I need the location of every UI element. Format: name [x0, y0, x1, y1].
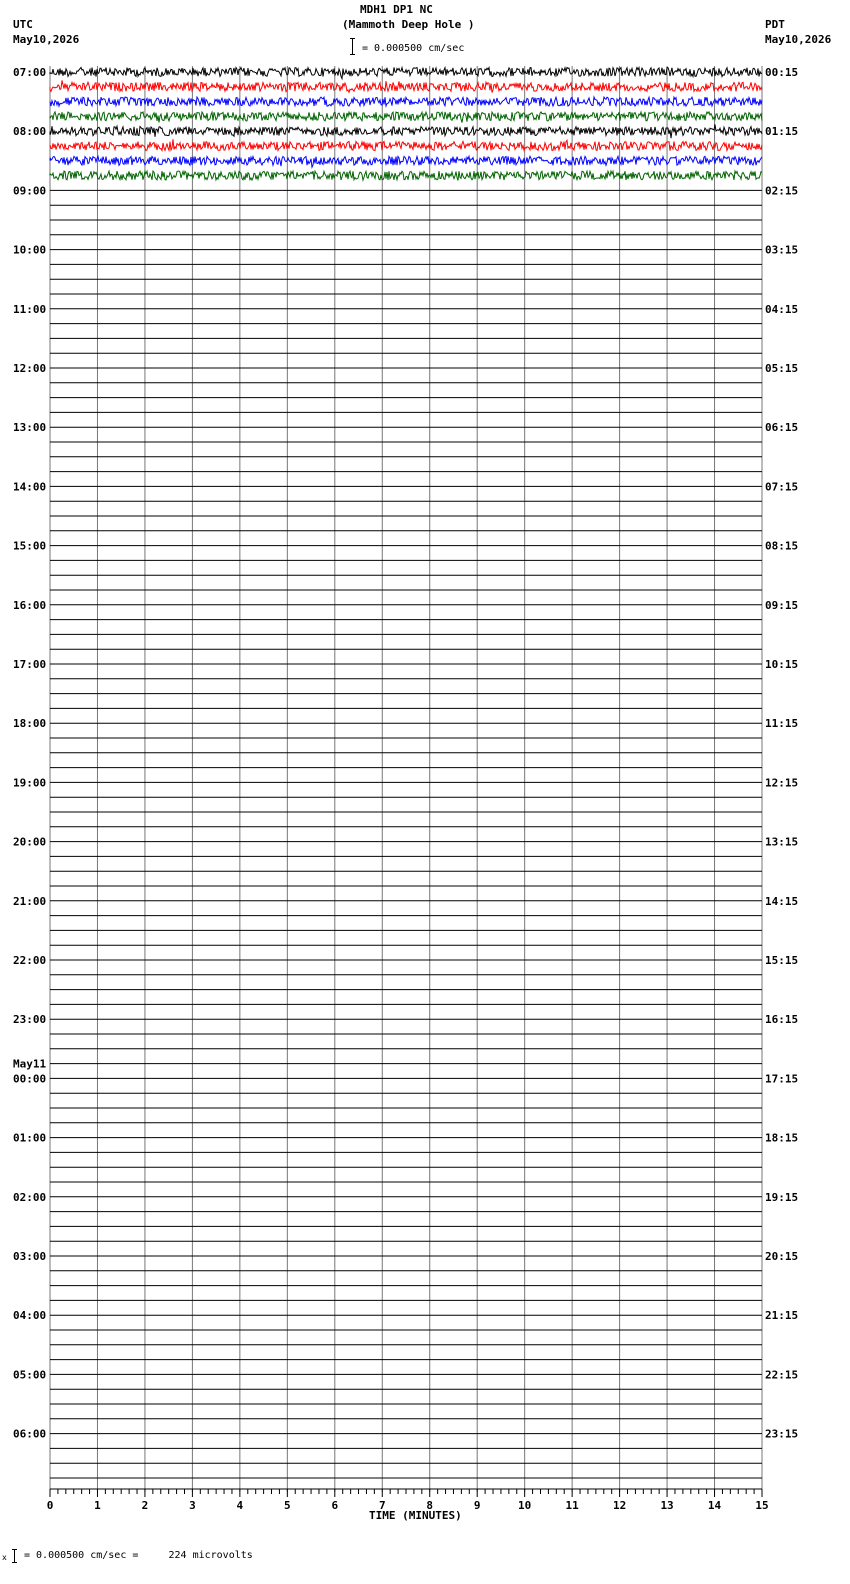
seismic-trace — [50, 80, 762, 92]
station-title: MDH1 DP1 NC — [360, 3, 433, 16]
seismic-trace — [50, 139, 762, 151]
seismic-trace — [50, 97, 762, 106]
utc-hour-label: 15:00 — [13, 539, 47, 553]
x-tick-label: 7 — [378, 1499, 386, 1512]
footer-scale-note: = 0.000500 cm/sec = 224 microvolts — [24, 1550, 253, 1561]
scale-label: = 0.000500 cm/sec — [362, 43, 465, 54]
pdt-hour-label: 05:15 — [765, 362, 799, 375]
x-tick-label: 4 — [236, 1499, 244, 1512]
seismic-trace — [50, 171, 762, 180]
pdt-hour-label: 20:15 — [765, 1250, 799, 1263]
footer-scale-icon — [0, 1548, 20, 1564]
pdt-hour-label: 17:15 — [765, 1072, 799, 1086]
x-tick-label: 15 — [755, 1499, 769, 1512]
utc-hour-label: 18:00 — [13, 717, 47, 731]
x-tick-label: 10 — [518, 1499, 532, 1512]
utc-hour-label: 17:00 — [13, 658, 47, 671]
pdt-hour-label: 09:15 — [765, 598, 799, 612]
utc-hour-label: 11:00 — [13, 302, 47, 316]
x-tick-label: 5 — [284, 1499, 291, 1512]
x-tick-label: 14 — [707, 1499, 722, 1512]
seismic-trace — [50, 67, 762, 78]
pdt-hour-label: 10:15 — [765, 658, 799, 671]
pdt-hour-label: 12:15 — [765, 776, 799, 790]
utc-hour-label: 10:00 — [13, 243, 47, 257]
utc-hour-label: 21:00 — [13, 894, 47, 908]
x-tick-label: 8 — [426, 1499, 434, 1512]
utc-hour-label: 12:00 — [13, 362, 47, 375]
utc-hour-label: 08:00 — [13, 125, 47, 139]
utc-hour-label: 13:00 — [13, 421, 47, 435]
pdt-hour-label: 01:15 — [765, 125, 799, 139]
utc-hour-label: 14:00 — [13, 480, 47, 494]
pdt-hour-label: 04:15 — [765, 302, 799, 316]
pdt-hour-label: 23:15 — [765, 1427, 799, 1441]
utc-hour-label: 03:00 — [13, 1250, 47, 1263]
x-tick-label: 9 — [473, 1499, 481, 1512]
utc-hour-label: 02:00 — [13, 1190, 47, 1204]
utc-hour-label: 16:00 — [13, 598, 47, 612]
utc-hour-label: 06:00 — [13, 1427, 47, 1441]
utc-hour-label: 19:00 — [13, 776, 47, 790]
pdt-hour-label: 00:15 — [765, 66, 799, 79]
pdt-hour-label: 15:15 — [765, 954, 799, 967]
pdt-hour-label: 18:15 — [765, 1131, 799, 1145]
seismic-trace — [50, 124, 762, 138]
utc-hour-label: 00:00 — [13, 1072, 47, 1086]
utc-hour-label: 09:00 — [13, 184, 47, 198]
x-tick-label: 2 — [141, 1499, 149, 1512]
utc-hour-label: 07:00 — [13, 66, 47, 79]
utc-hour-label: 20:00 — [13, 835, 47, 849]
x-tick-label: 13 — [660, 1499, 674, 1512]
pdt-hour-label: 02:15 — [765, 184, 799, 198]
svg-text:x: x — [2, 1553, 7, 1562]
pdt-hour-label: 14:15 — [765, 894, 799, 908]
pdt-hour-label: 13:15 — [765, 835, 799, 849]
utc-hour-label: 23:00 — [13, 1013, 47, 1027]
x-tick-label: 11 — [565, 1499, 579, 1512]
right-date: May10,2026 — [765, 33, 832, 46]
utc-hour-label: 04:00 — [13, 1309, 47, 1323]
utc-hour-label: 22:00 — [13, 954, 47, 967]
seismic-trace — [50, 156, 762, 167]
x-tick-label: 0 — [46, 1499, 54, 1512]
utc-hour-label: 05:00 — [13, 1368, 47, 1382]
x-tick-label: 1 — [94, 1499, 101, 1512]
pdt-hour-label: 22:15 — [765, 1368, 799, 1382]
left-date: May10,2026 — [13, 33, 80, 46]
pdt-hour-label: 11:15 — [765, 717, 799, 731]
station-subtitle: (Mammoth Deep Hole ) — [342, 18, 475, 31]
pdt-hour-label: 16:15 — [765, 1013, 799, 1027]
pdt-hour-label: 21:15 — [765, 1309, 799, 1323]
x-tick-label: 12 — [612, 1499, 627, 1512]
pdt-hour-label: 06:15 — [765, 421, 799, 435]
x-axis-label: TIME (MINUTES) — [369, 1509, 462, 1522]
pdt-hour-label: 07:15 — [765, 480, 799, 494]
date-change-label: May11 — [13, 1057, 47, 1071]
pdt-hour-label: 19:15 — [765, 1190, 799, 1204]
seismic-trace — [50, 112, 762, 123]
pdt-hour-label: 03:15 — [765, 243, 799, 257]
utc-hour-label: 01:00 — [13, 1131, 47, 1145]
x-tick-label: 3 — [189, 1499, 196, 1512]
left-timezone: UTC — [13, 18, 33, 31]
right-timezone: PDT — [765, 18, 785, 31]
x-tick-label: 6 — [331, 1499, 339, 1512]
pdt-hour-label: 08:15 — [765, 539, 799, 553]
